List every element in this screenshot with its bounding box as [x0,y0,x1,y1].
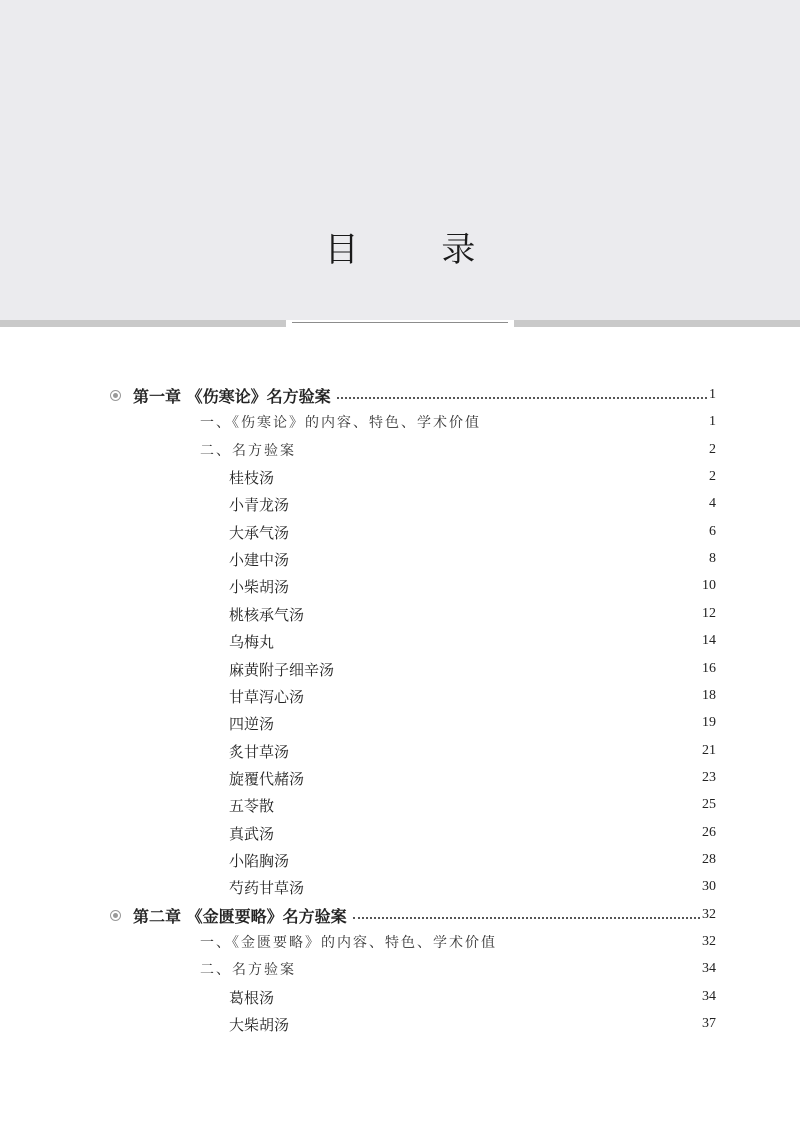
toc-item[interactable] [229,573,716,599]
toc-label: 大承气汤 [229,523,290,542]
toc-page-number: 34 [702,989,716,1004]
toc-page-number: 8 [709,551,716,566]
header-band [0,0,800,320]
toc-label: 乌梅丸 [229,632,275,651]
toc-label: 二、名方验案 [200,443,296,459]
toc-page-number: 2 [709,469,716,484]
toc-label: 小建中汤 [229,550,290,569]
toc-page-number: 28 [702,852,716,867]
dot-leader [337,396,707,399]
toc-label: 葛根汤 [229,988,275,1007]
toc-page-number: 23 [702,770,716,785]
toc-page-number: 14 [702,633,716,648]
toc-label: 小柴胡汤 [229,577,290,596]
toc-label: 炙甘草汤 [229,742,290,761]
toc-label: 真武汤 [229,824,275,843]
toc-section[interactable] [200,956,716,982]
toc-page-number: 32 [702,907,716,922]
toc-label: 四逆汤 [229,714,275,733]
toc-label: 小青龙汤 [229,495,290,514]
toc-item[interactable] [229,519,716,545]
toc-label: 桂枝汤 [229,468,275,487]
toc-section[interactable] [200,929,716,955]
toc-item[interactable] [229,1011,716,1037]
toc-page-number: 37 [702,1016,716,1031]
toc-page-number: 34 [702,961,716,976]
toc-label: 第二章 《金匮要略》名方验案 [133,906,347,926]
toc-item[interactable] [229,656,716,682]
toc-page-number: 18 [702,688,716,703]
toc-item[interactable] [229,874,716,900]
toc-page-number: 10 [702,578,716,593]
toc-label: 甘草泻心汤 [229,687,305,706]
toc-label: 一、《伤寒论》的内容、特色、学术价值 [200,415,481,431]
toc-item[interactable] [229,738,716,764]
divider-left [0,320,286,327]
toc-label: 桃核承气汤 [229,605,305,624]
toc-page-number: 30 [702,879,716,894]
toc-item[interactable] [229,628,716,654]
toc-item[interactable] [229,683,716,709]
divider-right [514,320,800,327]
toc-section[interactable] [200,437,716,463]
toc-chapter[interactable] [110,382,716,408]
dot-leader [353,916,700,919]
toc-page-number: 1 [709,387,716,402]
divider-center [292,322,508,323]
toc-label: 芍药甘草汤 [229,878,305,897]
toc-page-number: 6 [709,524,716,539]
toc-label: 小陷胸汤 [229,851,290,870]
toc-page-number: 4 [709,496,716,511]
toc-label: 五苓散 [229,796,275,815]
toc-item[interactable] [229,820,716,846]
toc-item[interactable] [229,792,716,818]
toc-section[interactable] [200,409,716,435]
toc-page-number: 16 [702,661,716,676]
chapter-bullet-icon [110,390,121,401]
toc-label: 旋覆代赭汤 [229,769,305,788]
toc-page-number: 26 [702,825,716,840]
toc-label: 第一章 《伤寒论》名方验案 [133,386,331,406]
toc-page-number: 25 [702,797,716,812]
toc-item[interactable] [229,984,716,1010]
toc-item[interactable] [229,847,716,873]
toc-item[interactable] [229,546,716,572]
toc-label: 二、名方验案 [200,962,296,978]
toc-item[interactable] [229,464,716,490]
toc-item[interactable] [229,710,716,736]
toc-item[interactable] [229,601,716,627]
toc-label: 大柴胡汤 [229,1015,290,1034]
chapter-bullet-icon [110,910,121,921]
page-title: 目 录 [324,230,512,270]
toc-page-number: 21 [702,743,716,758]
toc-label: 一、《金匮要略》的内容、特色、学术价值 [200,935,497,951]
toc-page-number: 19 [702,715,716,730]
toc-item[interactable] [229,491,716,517]
toc-page-number: 2 [709,442,716,457]
toc-item[interactable] [229,765,716,791]
toc-page-number: 1 [709,414,716,429]
toc-page-number: 12 [702,606,716,621]
toc-page-number: 32 [702,934,716,949]
toc-chapter[interactable] [110,902,716,928]
toc-label: 麻黄附子细辛汤 [229,660,335,679]
